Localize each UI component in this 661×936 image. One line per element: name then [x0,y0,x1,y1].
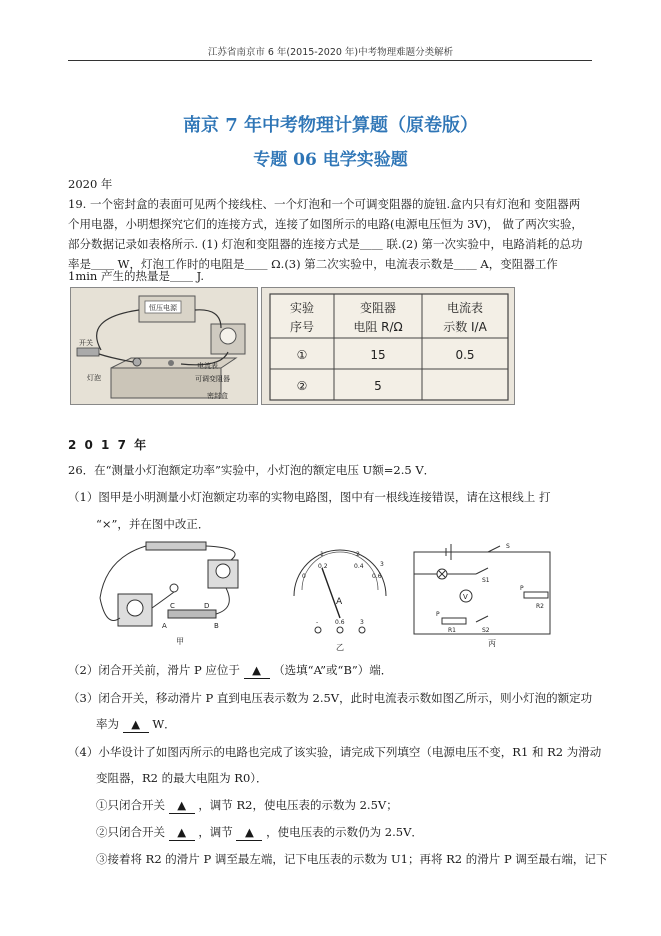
scale-2: 2 [356,551,360,558]
scale-0-2: 0.2 [318,563,328,570]
year-2017: 2 0 1 7 年 [68,438,149,452]
voltmeter-symbol: V [463,593,468,601]
text-segment: ②只闭合开关 [96,825,165,839]
q19-line-1: 19. 一个密封盒的表面可见两个接线柱、一个灯泡和一个可调变阻器的旋钮.盒内只有灯泡和 变阻器两 [68,197,581,211]
ammeter-symbol: A [336,597,343,607]
figure-row [96,538,586,656]
figure-jia [100,542,238,646]
label-power-supply: 恒压电源 [149,304,177,312]
figure-bing [414,543,550,648]
label-c: C [170,602,175,610]
terminal-3: 3 [360,619,364,626]
text-segment: （2）闭合开关前，滑片 P 应位于 [68,663,240,677]
label-jia: 甲 [176,637,184,646]
scale-0-4: 0.4 [354,563,364,570]
label-r2: R2 [536,603,544,610]
q26-part2 [68,662,392,679]
label-a-terminal: A [162,622,167,630]
label-s2: S2 [482,627,490,634]
scale-0: 0 [302,573,306,580]
q19-line-2: 个用电器，小明想探究它们的连接方式，连接了如图所示的电路(电源电压恒为 3V)， 做了两次实验， [68,217,583,231]
q26-part1-line2: “×”，并在图中改正． [96,517,210,531]
text-segment: ，调节 [198,825,233,839]
label-lamp: 灯泡 [87,374,101,382]
data-table-photo [261,287,515,405]
q26-part1-line1: （1）图甲是小明测量小灯泡额定功率的实物电路图，图中有一根线连接错误，请在这根线上 打 [68,490,551,504]
page-header: 江苏省南京市 6 年(2015-2020 年)中考物理难题分类解析 [207,47,454,58]
header-divider [68,60,592,61]
figure-yi [294,550,386,652]
scale-3: 3 [380,561,384,568]
text-segment: ，使电压表的示数仍为 2.5V． [266,825,423,839]
label-r1: R1 [448,627,456,634]
table-cell: 15 [370,348,386,362]
terminal-0-6: 0.6 [335,619,345,626]
q19-line-3: 部分数据记录如表格所示. (1) 灯泡和变阻器的连接方式是＿＿ 联.(2) 第一次实验中，电路消耗的总功 [68,237,583,251]
year-2020: 2020 年 [68,177,113,191]
document-subtitle: 专题 06 电学实验题 [253,150,408,170]
table-cell: ① [296,348,308,362]
table-cell: ② [296,379,308,393]
label-d: D [204,602,210,610]
label-switch: 开关 [79,339,93,347]
step-3: ③接着将 R2 的滑片 P 调至最左端，记下电压表的示数为 U1；再将 R2 的滑片 P 调至最右端，记下 [96,852,608,866]
label-bing: 丙 [488,639,496,648]
scale-1: 1 [320,551,324,558]
scale-0-6: 0.6 [372,573,382,580]
table-header-r2c3: 示数 I/A [443,320,487,334]
answer-blank[interactable]: ▲ [169,824,195,841]
text-segment: W． [152,717,176,731]
step-2 [96,824,423,841]
label-b-terminal: B [214,622,219,630]
answer-blank[interactable]: ▲ [169,797,195,814]
q19-line-5: 1min 产生的热量是＿＿ J. [68,269,204,283]
answer-blank[interactable]: ▲ [236,824,262,841]
table-header-r1c3: 电流表 [446,301,484,315]
step-1 [96,797,398,814]
table-cell: 5 [374,379,382,393]
table-header-r2c2: 电阻 R/Ω [353,320,403,334]
table-header-r1c1: 实验 [289,301,315,315]
table-header-r2c1: 序号 [289,320,315,334]
text-segment: ①只闭合开关 [96,798,165,812]
q26-part3-line1: （3）闭合开关，移动滑片 P 直到电压表示数为 2.5V，此时电流表示数如图乙所示，则小灯泡的额定功 [68,691,593,705]
q19-line-4: 率是＿＿ W，灯泡工作时的电阻是＿＿ Ω.(3) 第二次实验中，电流表示数是＿＿ A，变阻器工作 [68,257,558,271]
q26-part4-line2: 变阻器，R2 的最大电阻为 R0）． [96,771,268,785]
label-p1: P [436,611,440,618]
label-s1: S1 [482,577,490,584]
label-sealed-box: 密封盒 [207,392,228,400]
label-ammeter: 电流表 [197,362,218,370]
q26-intro: 26．在“测量小灯泡额定功率”实验中，小灯泡的额定电压 U额=2.5 V． [68,463,436,477]
circuit-photo [70,287,258,405]
label-s: S [506,543,510,550]
table-header-r1c2: 变阻器 [359,301,397,315]
table-cell: 0.5 [455,348,475,362]
answer-blank[interactable]: ▲ [244,662,270,679]
answer-blank[interactable]: ▲ [123,716,149,733]
q26-part4-line1: （4）小华设计了如图丙所示的电路也完成了该实验，请完成下列填空（电源电压不变，R1 和 R2 为滑动 [68,745,602,759]
terminal-minus: - [316,619,319,626]
label-yi: 乙 [336,643,344,652]
text-segment: 率为 [96,717,119,731]
q26-part3-line2 [96,716,176,733]
label-rheostat: 可调变阻器 [195,375,230,383]
document-title: 南京 7 年中考物理计算题（原卷版） [182,115,479,136]
text-segment: （选填“A”或“B”）端． [273,663,393,677]
label-p2: P [520,585,524,592]
text-segment: ，调节 R2，使电压表的示数为 2.5V； [198,798,398,812]
